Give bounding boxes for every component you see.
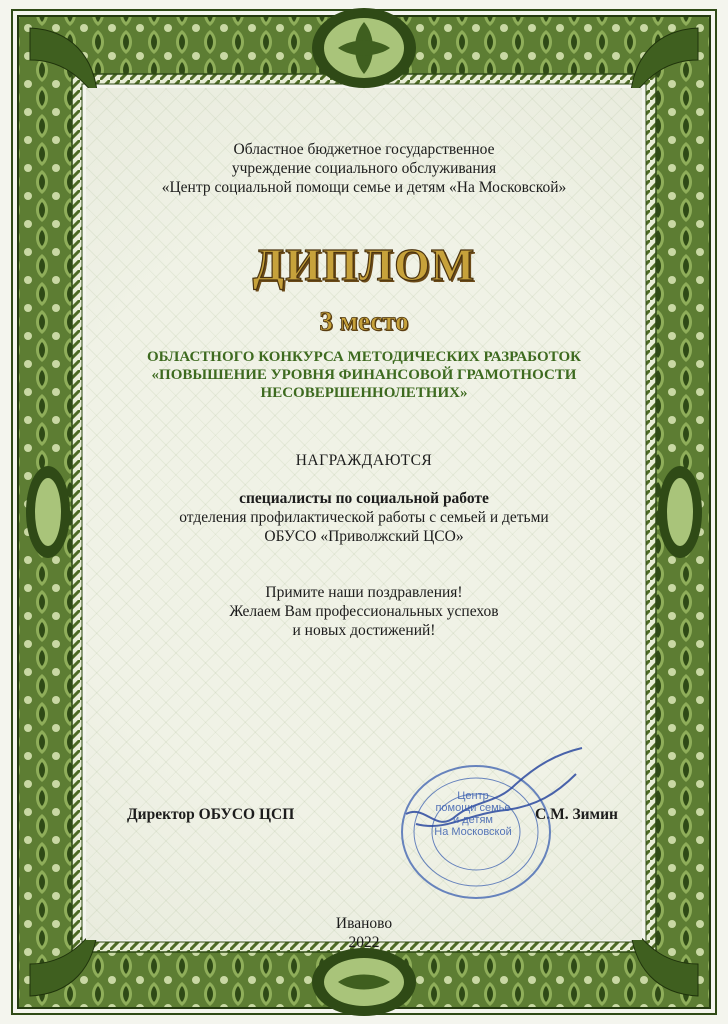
contest-name bbox=[0, 348, 728, 402]
seal-line-1: Центр bbox=[457, 790, 489, 802]
footer-year: 2022 bbox=[348, 934, 380, 951]
seal-line-3: и детям bbox=[453, 814, 493, 826]
recipient-line-1: специалисты по социальной работе bbox=[239, 490, 489, 507]
organization-line-2: учреждение социального обслуживания bbox=[231, 160, 497, 177]
awarded-label: НАГРАЖДАЮТСЯ bbox=[295, 452, 433, 469]
contest-line-2: «ПОВЫШЕНИЕ УРОВНЯ ФИНАНСОВОЙ ГРАМОТНОСТИ bbox=[151, 367, 577, 383]
signature-position: Директор ОБУСО ЦСП bbox=[127, 806, 295, 823]
wishes-line-2: Желаем Вам профессиональных успехов bbox=[229, 603, 499, 620]
contest-line-1: ОБЛАСТНОГО КОНКУРСА МЕТОДИЧЕСКИХ РАЗРАБОТОК bbox=[146, 349, 582, 365]
seal-line-4: На Московской bbox=[434, 826, 512, 838]
diploma-title: ДИПЛОМ bbox=[252, 239, 476, 290]
seal-text bbox=[428, 790, 518, 838]
organization-line-3: «Центр социальной помощи семье и детям «На Московской» bbox=[161, 179, 567, 196]
signature-name: С.М. Зимин bbox=[535, 806, 618, 823]
footer-city: Иваново bbox=[335, 915, 393, 932]
contest-line-3: НЕСОВЕРШЕННОЛЕТНИХ» bbox=[260, 385, 468, 401]
wishes bbox=[0, 583, 728, 640]
footer bbox=[0, 914, 728, 952]
wishes-line-3: и новых достижений! bbox=[292, 622, 436, 639]
recipient-line-3: ОБУСО «Приволжский ЦСО» bbox=[264, 528, 464, 545]
recipient bbox=[0, 489, 728, 546]
organization-name bbox=[0, 140, 728, 197]
recipient-line-2: отделения профилактической работы с семьей и детьми bbox=[179, 509, 549, 526]
wishes-line-1: Примите наши поздравления! bbox=[265, 584, 463, 601]
organization-line-1: Областное бюджетное государственное bbox=[233, 141, 495, 158]
seal-line-2: помощи семье bbox=[435, 802, 511, 814]
place-label: 3 место bbox=[319, 306, 409, 336]
